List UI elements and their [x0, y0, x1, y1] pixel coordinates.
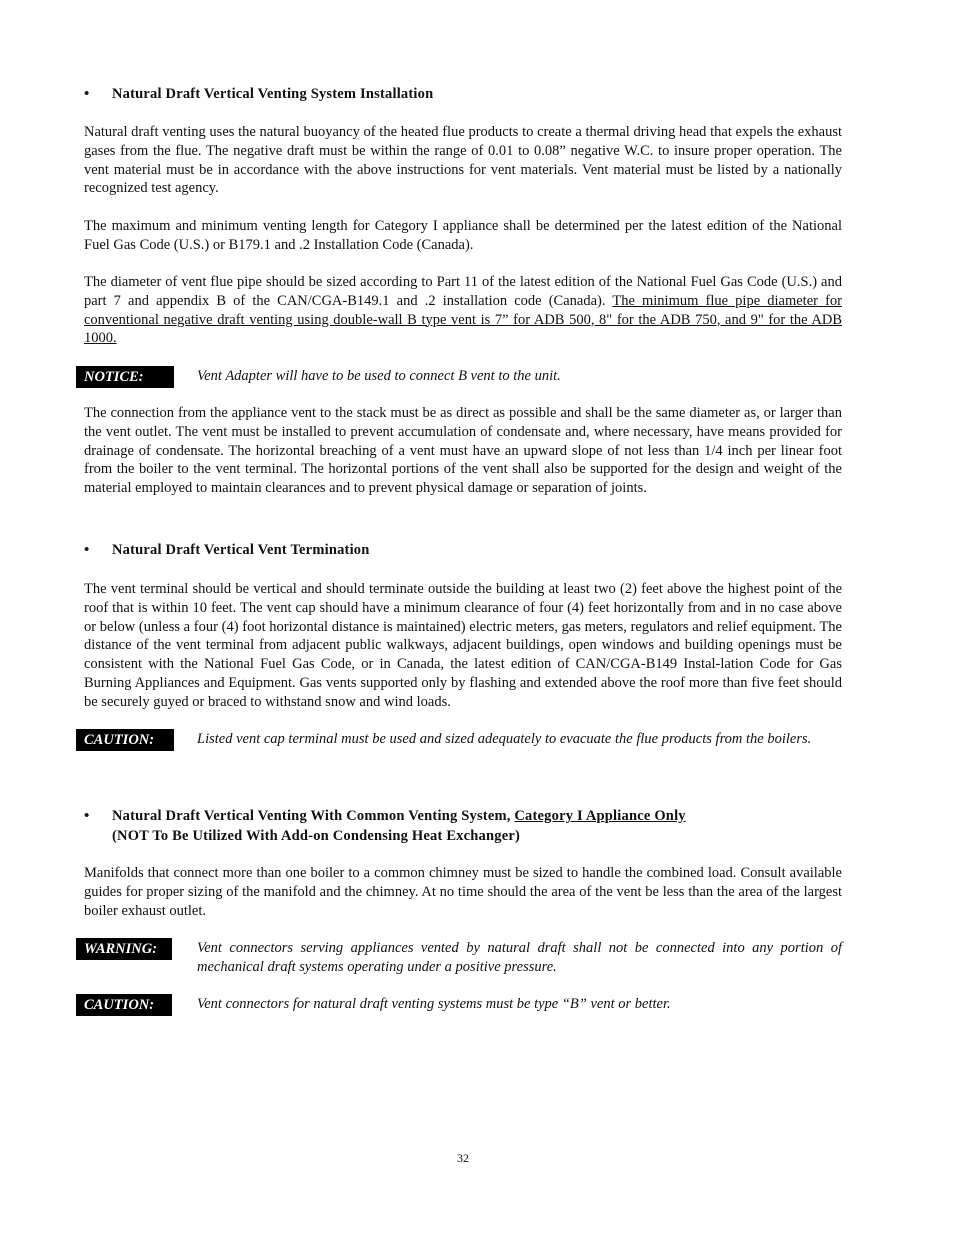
paragraph-manifolds: Manifolds that connect more than one boiler to a common chimney must be sized to handle the combined load. Consult available guides for proper sizing of the manifold and the chimney. At no time should the area of the vent be less than the area of the largest boiler exhaust outlet.	[84, 865, 842, 919]
heading-text: Natural Draft Vertical Venting System Installation	[112, 86, 434, 102]
warning-label: WARNING:	[76, 938, 172, 960]
bullet-icon: •	[84, 86, 90, 102]
notice-label: NOTICE:	[76, 366, 174, 388]
paragraph-flue-diameter	[84, 273, 842, 348]
heading-subline: (NOT To Be Utilized With Add-on Condensing Heat Exchanger)	[112, 828, 520, 844]
paragraph-natural-draft: Natural draft venting uses the natural buoyancy of the heated flue products to create a thermal driving head that expels the exhaust gases from the flue. The negative draft must be within the range of 0.01 to 0.08” negative W.C. to insure proper operation. The vent material must be in accordance with the above instructions for vent materials. Vent material must be listed by a nationally recognized test agency.	[84, 124, 842, 197]
flue-diameter-text: The diameter of vent flue pipe should be sized according to Part 11 of the latest edition of the National Fuel Gas Code (U.S.) and part 7 and appendix B of the CAN/CGA-B149.1 and .2 installation code (Canada).	[84, 274, 842, 309]
paragraph-vent-connection: The connection from the appliance vent to the stack must be as direct as possible and shall be the same diameter as, or larger than the vent outlet. The vent must be installed to prevent accumulation of condensate and, where necessary, have means provided for drainage of condensate. The horizontal breaching of a vent must have an upward slope of not less than 1/4 inch per linear foot from the boiler to the vent terminal. The horizontal portions of the vent shall also be supported for the design and weight of the material employed to maintain clearances and to prevent physical damage or separation of joints.	[84, 405, 842, 497]
section-heading-common-venting	[84, 806, 686, 846]
caution-label-2: CAUTION:	[76, 994, 172, 1016]
caution-text: Listed vent cap terminal must be used and sized adequately to evacuate the flue products from the boilers.	[197, 731, 812, 747]
heading-underlined-text: Category I Appliance Only	[514, 808, 686, 824]
heading-text: Natural Draft Vertical Venting With Common Venting System,	[112, 808, 515, 824]
section-heading-vent-termination	[84, 540, 370, 560]
caution-text-2: Vent connectors for natural draft venting systems must be type “B” vent or better.	[197, 996, 671, 1012]
caution-label: CAUTION:	[76, 729, 174, 751]
notice-text: Vent Adapter will have to be used to connect B vent to the unit.	[197, 368, 561, 384]
page-number: 32	[457, 1151, 469, 1165]
paragraph-vent-terminal: The vent terminal should be vertical and should terminate outside the building at least two (2) feet above the highest point of the roof that is within 10 feet. The vent cap should have a minimum clearance of four (4) feet horizontally from and in no case above or below (unless a four (4) foot horizontal distance is maintained) electric meters, gas meters, regulators and relief equipment. The distance of the vent terminal from adjacent public walkways, adjacent buildings, open windows and building openings must be consistent with the National Fuel Gas Code, or in Canada, the latest edition of CAN/CGA-B149 Instal-lation Code for Gas Burning Appliances and Equipment. Gas vents supported only by flashing and extended above the roof more than five feet should be securely guyed or braced to withstand snow and wind loads.	[84, 581, 842, 710]
bullet-icon: •	[84, 808, 90, 824]
paragraph-venting-length: The maximum and minimum venting length for Category I appliance shall be determined per the latest edition of the National Fuel Gas Code (U.S.) or B179.1 and .2 Installation Code (Canada).	[84, 218, 842, 253]
heading-text: Natural Draft Vertical Vent Termination	[112, 542, 370, 558]
flue-diameter-underlined-text: The minimum flue pipe diameter for conventional negative draft venting using double-wall B type vent is 7” for ADB 500, 8" for the ADB 750, and 9" for the ADB 1000.	[84, 292, 842, 347]
section-heading-venting-installation	[84, 84, 433, 104]
bullet-icon: •	[84, 542, 90, 558]
warning-text: Vent connectors serving appliances vented by natural draft shall not be connected into any portion of mechanical draft systems operating under a positive pressure.	[197, 940, 842, 975]
